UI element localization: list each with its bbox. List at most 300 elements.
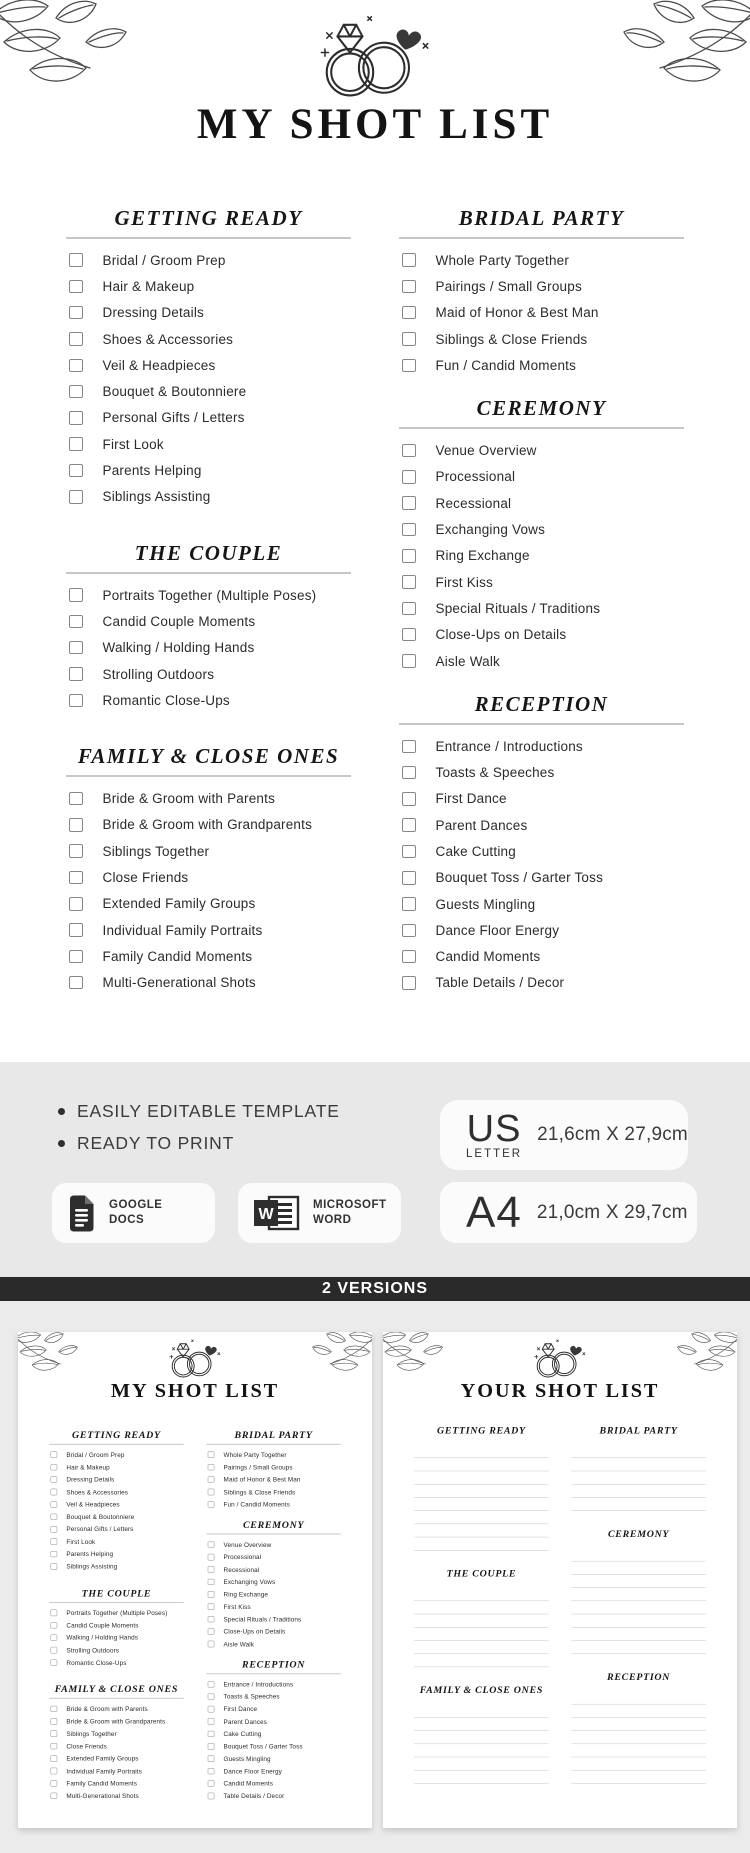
checklist-item-label: Guests Mingling <box>435 896 536 912</box>
section-heading: CEREMONY <box>206 1519 341 1535</box>
section-items <box>49 1449 184 1573</box>
blank-line <box>414 1704 549 1717</box>
checklist-item <box>399 917 684 943</box>
checklist-item <box>206 1740 341 1752</box>
checklist-item-label: Hair & Makeup <box>66 1463 110 1471</box>
checklist-item <box>66 300 351 326</box>
checkbox[interactable] <box>51 1743 57 1749</box>
checkbox[interactable] <box>69 359 83 373</box>
preview-blank-page <box>383 1332 737 1828</box>
checklist-item-label: Toasts & Speeches <box>223 1693 280 1701</box>
checkbox[interactable] <box>51 1538 57 1544</box>
checklist-item <box>206 1777 341 1789</box>
checklist-item-label: Whole Party Together <box>223 1451 287 1459</box>
column-right <box>399 206 684 996</box>
checklist-item <box>206 1498 341 1510</box>
checklist-item-label: Table Details / Decor <box>435 975 565 991</box>
checkbox[interactable] <box>402 575 416 589</box>
checklist-columns <box>18 1429 372 1802</box>
blank-line <box>571 1601 706 1614</box>
checklist-item-label: Candid Couple Moments <box>102 613 256 629</box>
checkbox[interactable] <box>208 1706 214 1712</box>
checkbox[interactable] <box>51 1501 57 1507</box>
a4-label: A4 <box>466 1187 522 1237</box>
checklist-item <box>206 1625 341 1637</box>
checkbox[interactable] <box>69 694 83 708</box>
checkbox[interactable] <box>51 1489 57 1495</box>
section-items <box>399 437 684 674</box>
blank-line <box>414 1445 549 1458</box>
blank-line <box>414 1471 549 1484</box>
previews-section <box>0 1301 750 1853</box>
checklist-item-label: Ring Exchange <box>435 548 530 564</box>
checklist-item <box>206 1449 341 1461</box>
checklist-item <box>49 1548 184 1560</box>
checkbox[interactable] <box>51 1551 57 1557</box>
checkbox[interactable] <box>208 1731 214 1737</box>
checklist-item-label: Individual Family Portraits <box>102 922 263 938</box>
checkbox[interactable] <box>51 1768 57 1774</box>
checklist-item <box>206 1753 341 1765</box>
checklist-item-label: Siblings & Close Friends <box>223 1488 296 1496</box>
checklist-item <box>399 759 684 785</box>
checklist-item <box>66 687 351 713</box>
checklist-item <box>206 1790 341 1802</box>
checklist-item-label: Close Friends <box>102 869 189 885</box>
format-info-section <box>0 1062 750 1277</box>
checklist-section <box>206 1429 341 1510</box>
checklist-item <box>66 431 351 457</box>
blank-line <box>571 1588 706 1601</box>
section-items <box>206 1538 341 1650</box>
checklist-item <box>399 595 684 621</box>
checkbox[interactable] <box>402 359 416 373</box>
blank-line <box>414 1731 549 1744</box>
checklist-item-label: Extended Family Groups <box>66 1755 139 1763</box>
checkbox[interactable] <box>402 897 416 911</box>
checkbox[interactable] <box>402 253 416 267</box>
blank-line <box>414 1498 549 1511</box>
blank-line <box>414 1744 549 1757</box>
checkbox[interactable] <box>402 976 416 990</box>
checkbox[interactable] <box>208 1579 214 1585</box>
page-header <box>0 0 750 149</box>
checkbox[interactable] <box>51 1622 57 1628</box>
checkbox[interactable] <box>208 1604 214 1610</box>
blank-line <box>571 1548 706 1561</box>
blank-line <box>571 1704 706 1717</box>
wedding-rings-icon <box>167 1338 223 1380</box>
blank-section <box>414 1568 549 1668</box>
a4-size-badge <box>440 1182 697 1243</box>
checkbox[interactable] <box>402 496 416 510</box>
checklist-item-label: Recessional <box>435 495 512 511</box>
feature-list <box>57 1095 340 1159</box>
checkbox[interactable] <box>402 306 416 320</box>
blank-write-in-lines <box>414 1588 549 1667</box>
checklist-item-label: Portraits Together (Multiple Poses) <box>66 1609 168 1617</box>
column-left <box>49 1429 184 1802</box>
checklist-item <box>206 1563 341 1575</box>
checkbox[interactable] <box>69 437 83 451</box>
checkbox[interactable] <box>208 1756 214 1762</box>
checkbox[interactable] <box>69 332 83 346</box>
checklist-section <box>399 396 684 674</box>
checkbox[interactable] <box>69 976 83 990</box>
checklist-item-label: Siblings Assisting <box>66 1562 118 1571</box>
google-docs-label: GOOGLE DOCS <box>109 1198 163 1226</box>
checkbox[interactable] <box>402 523 416 537</box>
checklist-item <box>49 1703 184 1715</box>
blank-line <box>571 1561 706 1574</box>
blank-line <box>414 1458 549 1471</box>
checklist-item <box>49 1607 184 1619</box>
checklist-item <box>206 1538 341 1550</box>
checkbox[interactable] <box>208 1542 214 1548</box>
checklist-item-label: Parents Helping <box>66 1550 114 1558</box>
checkbox[interactable] <box>402 332 416 346</box>
page-title: YOUR SHOT LIST <box>460 1379 660 1402</box>
checkbox[interactable] <box>208 1743 214 1749</box>
checkbox[interactable] <box>69 950 83 964</box>
checkbox[interactable] <box>69 818 83 832</box>
versions-banner-text: 2 VERSIONS <box>321 1280 429 1297</box>
us-letter-dimensions: 21,6cm X 27,9cm <box>537 1124 688 1145</box>
checkbox[interactable] <box>51 1526 57 1532</box>
checklist-item-label: Pairings / Small Groups <box>435 278 582 294</box>
checklist-section <box>399 206 684 378</box>
checklist-item <box>49 1777 184 1789</box>
checklist-item <box>49 1449 184 1461</box>
checklist-item-label: Shoes & Accessories <box>102 331 234 347</box>
blank-line <box>571 1641 706 1654</box>
checklist-section <box>49 1429 184 1572</box>
blank-write-in-lines <box>571 1445 706 1511</box>
checkbox[interactable] <box>51 1731 57 1737</box>
checkbox[interactable] <box>69 844 83 858</box>
blank-line <box>571 1614 706 1627</box>
checkbox[interactable] <box>51 1718 57 1724</box>
checklist-item-label: Dance Floor Energy <box>223 1767 282 1775</box>
checkbox[interactable] <box>208 1616 214 1622</box>
blank-line <box>414 1601 549 1614</box>
checkbox[interactable] <box>69 411 83 425</box>
blank-write-in-lines <box>414 1704 549 1783</box>
checklist-item-label: Processional <box>435 469 516 485</box>
section-heading: GETTING READY <box>437 1424 526 1436</box>
checkbox[interactable] <box>51 1647 57 1653</box>
checklist-section <box>206 1519 341 1650</box>
blank-line <box>414 1511 549 1524</box>
checkbox[interactable] <box>69 464 83 478</box>
checklist-item <box>49 1632 184 1644</box>
checkbox[interactable] <box>51 1452 57 1458</box>
checklist-item <box>66 484 351 510</box>
checkbox[interactable] <box>402 792 416 806</box>
checklist-section <box>49 1587 184 1668</box>
checkbox[interactable] <box>51 1563 57 1569</box>
checklist-item <box>49 1486 184 1498</box>
checkbox[interactable] <box>69 615 83 629</box>
section-heading: THE COUPLE <box>49 1587 184 1603</box>
checklist-item-label: Strolling Outdoors <box>66 1646 120 1654</box>
section-heading: RECEPTION <box>607 1670 671 1683</box>
checkbox[interactable] <box>402 470 416 484</box>
page-header <box>18 1332 372 1402</box>
checklist-item <box>66 582 351 608</box>
checkbox[interactable] <box>402 628 416 642</box>
checklist-item-label: Pairings / Small Groups <box>223 1463 293 1471</box>
checkbox[interactable] <box>51 1476 57 1482</box>
microsoft-word-label: MICROSOFT WORD <box>313 1198 387 1226</box>
checklist-item-label: Family Candid Moments <box>66 1779 138 1787</box>
section-items <box>66 785 351 995</box>
blank-section <box>571 1671 706 1784</box>
checklist-item-label: Siblings Assisting <box>102 489 211 505</box>
checklist-item <box>399 437 684 463</box>
preview-filled-page <box>18 1332 372 1828</box>
checklist-item <box>49 1560 184 1572</box>
checklist-item <box>399 247 684 273</box>
checkbox[interactable] <box>208 1641 214 1647</box>
checklist-item <box>399 352 684 378</box>
checklist-item-label: Veil & Headpieces <box>66 1500 120 1508</box>
checkbox[interactable] <box>51 1514 57 1520</box>
checklist-item <box>49 1473 184 1485</box>
checkbox[interactable] <box>69 641 83 655</box>
checklist-item-label: Personal Gifts / Letters <box>66 1525 134 1533</box>
checkbox[interactable] <box>208 1566 214 1572</box>
checkbox[interactable] <box>51 1780 57 1786</box>
checklist-item-label: Dressing Details <box>102 305 204 321</box>
checkbox[interactable] <box>208 1476 214 1482</box>
app-badges <box>52 1183 401 1243</box>
checklist-section <box>399 692 684 996</box>
checkbox[interactable] <box>69 385 83 399</box>
checklist-item <box>206 1678 341 1690</box>
wedding-rings-icon <box>316 13 434 101</box>
checkbox[interactable] <box>208 1501 214 1507</box>
checkbox[interactable] <box>208 1489 214 1495</box>
checklist-item-label: Close-Ups on Details <box>223 1628 286 1636</box>
checkbox[interactable] <box>69 306 83 320</box>
checklist-item-label: First Kiss <box>435 574 493 590</box>
checkbox[interactable] <box>51 1635 57 1641</box>
checklist-item-label: Guests Mingling <box>223 1755 271 1763</box>
checklist-item <box>399 490 684 516</box>
checklist-item <box>206 1601 341 1613</box>
checklist-item <box>399 516 684 542</box>
checkbox[interactable] <box>69 923 83 937</box>
checklist-item-label: Candid Couple Moments <box>66 1621 139 1629</box>
preview-blank-version <box>383 1332 737 1828</box>
checkbox[interactable] <box>208 1464 214 1470</box>
checklist-item-label: Maid of Honor & Best Man <box>435 305 599 321</box>
checklist-item-label: Portraits Together (Multiple Poses) <box>102 587 317 603</box>
checklist-item-label: Special Rituals / Traditions <box>223 1615 302 1623</box>
blank-line <box>571 1627 706 1640</box>
checkbox[interactable] <box>69 792 83 806</box>
checkbox[interactable] <box>208 1554 214 1560</box>
checklist-item-label: Individual Family Portraits <box>66 1767 142 1775</box>
checklist-item-label: Bouquet Toss / Garter Toss <box>223 1742 303 1750</box>
checkbox[interactable] <box>402 740 416 754</box>
checkbox[interactable] <box>402 602 416 616</box>
checkbox[interactable] <box>51 1610 57 1616</box>
checklist-item <box>66 785 351 811</box>
checklist-item-label: Bride & Groom with Parents <box>66 1705 148 1713</box>
checkbox[interactable] <box>208 1768 214 1774</box>
section-heading: GETTING READY <box>66 206 351 239</box>
a4-dimensions: 21,0cm X 29,7cm <box>536 1201 688 1223</box>
checkbox[interactable] <box>69 490 83 504</box>
checklist-item-label: Parent Dances <box>223 1717 267 1726</box>
blank-line <box>571 1718 706 1731</box>
checkbox[interactable] <box>402 871 416 885</box>
checkbox[interactable] <box>402 766 416 780</box>
checkbox[interactable] <box>402 549 416 563</box>
checklist-item <box>49 1765 184 1777</box>
checkbox[interactable] <box>51 1706 57 1712</box>
checklist-item-label: Cake Cutting <box>223 1730 262 1738</box>
section-heading: FAMILY & CLOSE ONES <box>419 1684 544 1696</box>
checkbox[interactable] <box>51 1793 57 1799</box>
checkbox[interactable] <box>208 1591 214 1597</box>
checklist-item <box>66 661 351 687</box>
checkbox[interactable] <box>69 897 83 911</box>
preview-filled-version <box>18 1332 372 1828</box>
section-heading: GETTING READY <box>49 1429 184 1445</box>
blank-columns <box>383 1425 737 1784</box>
feature-item: EASILY EDITABLE TEMPLATE <box>57 1095 340 1127</box>
checkbox[interactable] <box>208 1693 214 1699</box>
checkbox[interactable] <box>208 1681 214 1687</box>
checklist-item <box>66 352 351 378</box>
checklist-item <box>399 970 684 996</box>
google-docs-file-icon <box>68 1195 96 1232</box>
section-heading: THE COUPLE <box>446 1567 517 1579</box>
checklist-item-label: Bride & Groom with Grandparents <box>102 817 313 833</box>
section-heading: THE COUPLE <box>66 541 351 574</box>
blank-line <box>414 1484 549 1497</box>
checklist-section <box>49 1683 184 1802</box>
checklist-item <box>399 622 684 648</box>
checklist-item-label: First Look <box>102 436 164 452</box>
blank-line <box>414 1770 549 1783</box>
checklist-item-label: Parent Dances <box>435 817 528 833</box>
blank-line <box>571 1691 706 1704</box>
checklist-item-label: Siblings Together <box>102 843 210 859</box>
checklist-item <box>206 1638 341 1650</box>
us-letter-size-badge <box>440 1100 688 1170</box>
checklist-item-label: Veil & Headpieces <box>102 357 216 373</box>
checklist-item-label: Dressing Details <box>66 1476 115 1484</box>
checklist-item-label: Fun / Candid Moments <box>435 357 577 373</box>
checkbox[interactable] <box>402 654 416 668</box>
checklist-item-label: Recessional <box>223 1565 260 1574</box>
blank-line <box>571 1484 706 1497</box>
checklist-item-label: Aisle Walk <box>223 1640 255 1648</box>
checklist-item <box>206 1690 341 1702</box>
checklist-item <box>399 944 684 970</box>
checklist-item <box>399 464 684 490</box>
checkbox[interactable] <box>51 1755 57 1761</box>
page-header <box>383 1332 737 1402</box>
checkbox[interactable] <box>69 588 83 602</box>
section-heading: BRIDAL PARTY <box>206 1429 341 1445</box>
section-items <box>206 1449 341 1511</box>
checklist-item-label: Siblings Together <box>66 1730 117 1738</box>
section-heading: CEREMONY <box>399 396 684 429</box>
checklist-item-label: First Kiss <box>223 1603 251 1611</box>
checkbox[interactable] <box>208 1452 214 1458</box>
google-docs-badge <box>52 1183 215 1243</box>
section-items <box>399 247 684 378</box>
checkbox[interactable] <box>208 1718 214 1724</box>
blank-line <box>571 1471 706 1484</box>
checklist-item <box>49 1535 184 1547</box>
checkbox[interactable] <box>402 280 416 294</box>
blank-line <box>414 1614 549 1627</box>
column-left <box>66 206 351 996</box>
section-items <box>49 1703 184 1802</box>
checklist-item-label: Strolling Outdoors <box>102 666 215 682</box>
checklist-item <box>66 917 351 943</box>
checklist-item <box>206 1703 341 1715</box>
section-items <box>66 247 351 510</box>
checkbox[interactable] <box>69 280 83 294</box>
checklist-item <box>49 1644 184 1656</box>
column-right <box>571 1425 706 1784</box>
checkbox[interactable] <box>69 253 83 267</box>
blank-write-in-lines <box>571 1548 706 1654</box>
blank-write-in-lines <box>414 1445 549 1551</box>
checklist-item-label: First Dance <box>435 791 507 807</box>
checkbox[interactable] <box>402 924 416 938</box>
checkbox[interactable] <box>208 1793 214 1799</box>
checkbox[interactable] <box>51 1464 57 1470</box>
us-letter-label: US LETTER <box>466 1107 523 1160</box>
checklist-item-label: Exchanging Vows <box>223 1578 276 1586</box>
checkbox[interactable] <box>51 1659 57 1665</box>
checkbox[interactable] <box>402 444 416 458</box>
checklist-item <box>49 1498 184 1510</box>
checklist-item-label: Walking / Holding Hands <box>102 640 255 656</box>
checkbox[interactable] <box>208 1628 214 1634</box>
checkbox[interactable] <box>402 950 416 964</box>
checklist-item-label: Romantic Close-Ups <box>102 692 230 708</box>
checkbox[interactable] <box>208 1780 214 1786</box>
checklist-item-label: Bridal / Groom Prep <box>102 252 226 268</box>
checkbox[interactable] <box>402 818 416 832</box>
checkbox[interactable] <box>402 845 416 859</box>
microsoft-word-badge <box>238 1183 401 1243</box>
checklist-item <box>66 608 351 634</box>
blank-section <box>414 1425 549 1551</box>
checklist-section <box>66 541 351 713</box>
section-items <box>206 1678 341 1802</box>
checklist-item <box>399 838 684 864</box>
checklist-item <box>66 326 351 352</box>
blank-write-in-lines <box>571 1691 706 1784</box>
checkbox[interactable] <box>69 667 83 681</box>
checkbox[interactable] <box>69 871 83 885</box>
checklist-item <box>66 378 351 404</box>
microsoft-word-icon <box>254 1195 300 1231</box>
checklist-item-label: Processional <box>223 1553 262 1561</box>
checklist-item <box>399 733 684 759</box>
shot-list-page-blank <box>383 1332 737 1828</box>
